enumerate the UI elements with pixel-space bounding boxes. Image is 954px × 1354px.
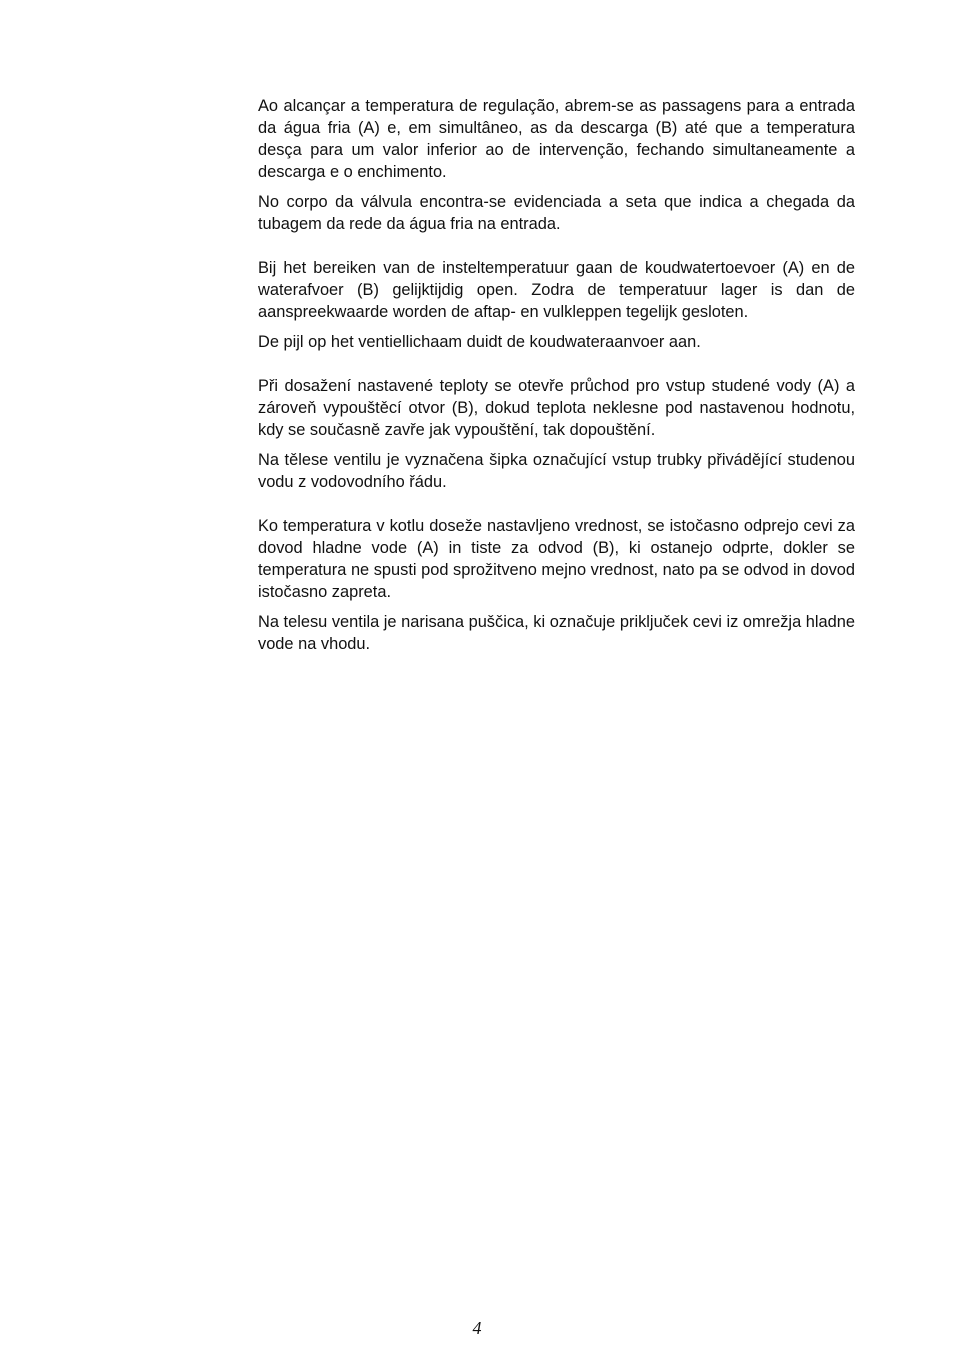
- paragraph: Na telesu ventila je narisana puščica, ki označuje priključek cevi iz omrežja hladne vode na vhodu.: [258, 613, 855, 653]
- paragraph: Na tělese ventilu je vyznačena šipka označující vstup trubky přivádějící studenou vodu z vodovodního řádu.: [258, 451, 855, 491]
- paragraph: No corpo da válvula encontra-se evidenciada a seta que indica a chegada da tubagem da rede da água fria na entrada.: [258, 193, 855, 233]
- paragraph: Ko temperatura v kotlu doseže nastavljeno vrednost, se istočasno odprejo cevi za dovod hladne vode (A) in tiste za odvod (B), ki ostanejo odprte, dokler se temperatura ne spusti pod sprožitveno mejno vrednost, nato pa se odvod in dovod istočasno zapreta.: [258, 517, 855, 601]
- paragraph: Bij het bereiken van de insteltemperatuur gaan de koudwatertoevoer (A) en de waterafvoer (B) gelijktijdig open. Zodra de temperatuur lager is dan de aanspreekwaarde worden de aftap- en vulkleppen tegelijk gesloten.: [258, 259, 855, 321]
- page-number: 4: [472, 1318, 482, 1338]
- paragraph: Ao alcançar a temperatura de regulação, abrem-se as passagens para a entrada da água fria (A) e, em simultâneo, as da descarga (B) até que a temperatura desça para um valor inferior ao de intervenção, fechando simultaneamente a descarga e o enchimento.: [258, 97, 855, 181]
- section-czech: [258, 375, 855, 493]
- section-portuguese: [258, 95, 855, 235]
- document-body: [258, 95, 855, 677]
- paragraph: De pijl op het ventiellichaam duidt de koudwateraanvoer aan.: [258, 333, 701, 351]
- paragraph: Při dosažení nastavené teploty se otevře průchod pro vstup studené vody (A) a zároveň vypouštěcí otvor (B), dokud teplota neklesne pod nastavenou hodnotu, kdy se současně zavře jak vypouštění, tak dopouštění.: [258, 377, 855, 439]
- section-dutch: [258, 257, 855, 353]
- section-slovenian: [258, 515, 855, 655]
